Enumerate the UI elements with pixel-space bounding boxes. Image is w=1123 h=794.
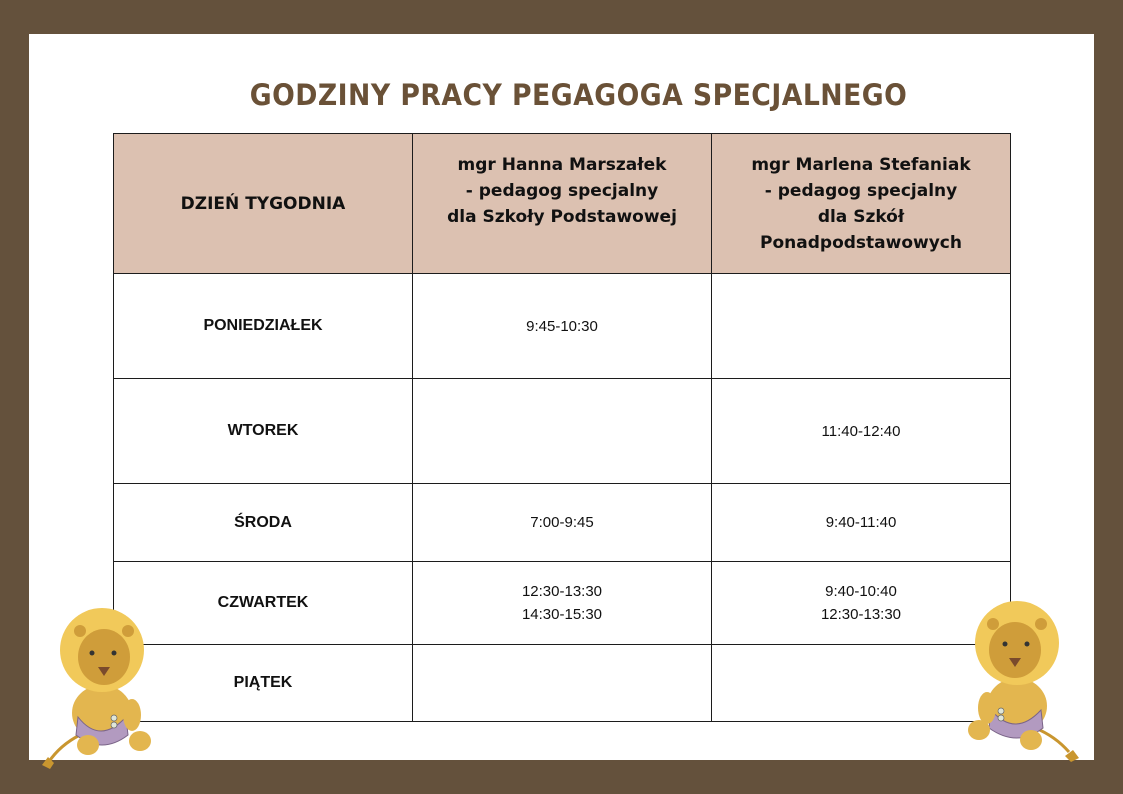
time-slot: 12:30-13:30	[820, 606, 902, 623]
time-slot: 7:00-9:45	[530, 514, 594, 531]
table-row	[114, 645, 1011, 722]
time-slot: 12:30-13:30	[521, 583, 603, 600]
time-cell	[712, 484, 1011, 562]
time-slot: 11:40-12:40	[821, 422, 901, 440]
header-teacher-2-line: mgr Marlena Stefaniak	[751, 154, 971, 175]
time-cell	[413, 379, 712, 484]
lion-right-illustration	[965, 598, 1080, 763]
lion-left-illustration	[40, 605, 155, 770]
day-cell: ŚRODA	[114, 484, 413, 562]
page-title: GODZINY PRACY PEGAGOGA SPECJALNEGO	[249, 78, 908, 112]
time-cell	[413, 645, 712, 722]
table-header-row	[114, 134, 1011, 274]
table-row	[114, 379, 1011, 484]
day-cell: CZWARTEK	[114, 562, 413, 645]
time-cell	[712, 274, 1011, 379]
time-cell	[712, 379, 1011, 484]
time-cell	[413, 562, 712, 645]
header-teacher-2	[712, 134, 1011, 274]
time-slot: 9:40-11:40	[825, 514, 897, 531]
day-cell: PIĄTEK	[114, 645, 413, 722]
header-teacher-1	[413, 134, 712, 274]
header-day: DZIEŃ TYGODNIA	[114, 134, 413, 274]
time-slot: 9:40-10:40	[825, 583, 897, 600]
time-slot: 9:45-10:30	[526, 317, 598, 335]
table-row	[114, 562, 1011, 645]
header-teacher-2-line: dla Szkół	[817, 206, 905, 227]
day-cell: PONIEDZIAŁEK	[114, 274, 413, 379]
day-cell: WTOREK	[114, 379, 413, 484]
table-row	[114, 484, 1011, 562]
schedule-table	[113, 133, 1011, 722]
time-slot: 14:30-15:30	[521, 606, 603, 623]
header-teacher-1-line: mgr Hanna Marszałek	[457, 154, 667, 175]
header-teacher-1-line: - pedagog specjalny	[465, 180, 659, 201]
time-cell	[413, 484, 712, 562]
table-row	[114, 274, 1011, 379]
time-cell	[413, 274, 712, 379]
header-teacher-2-line: - pedagog specjalny	[764, 180, 958, 201]
header-teacher-2-line: Ponadpodstawowych	[760, 232, 962, 253]
header-teacher-1-line: dla Szkoły Podstawowej	[447, 206, 677, 227]
